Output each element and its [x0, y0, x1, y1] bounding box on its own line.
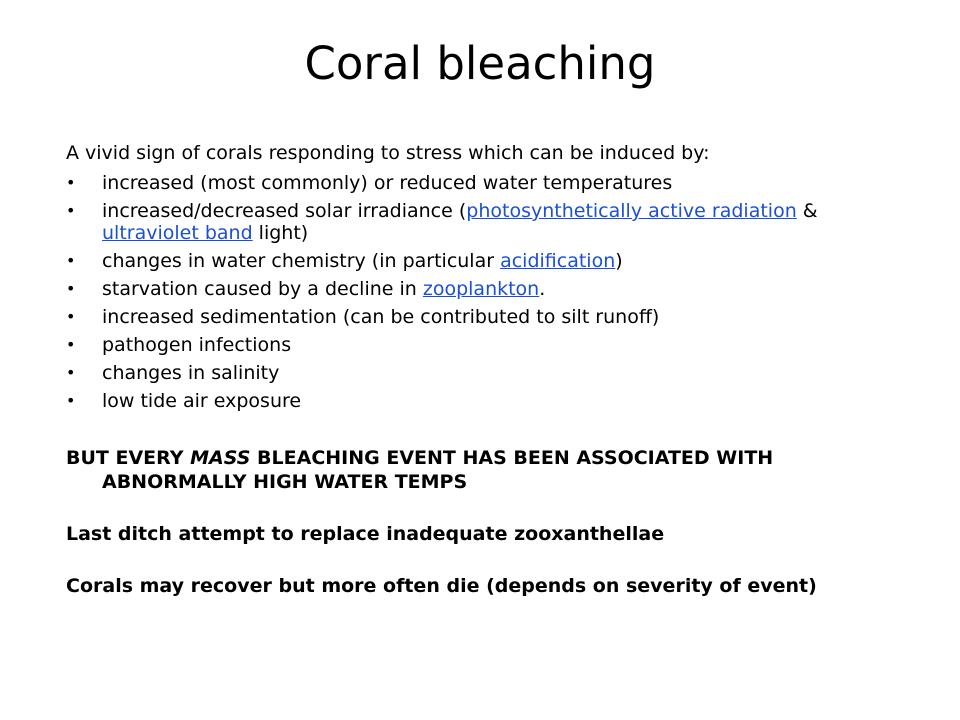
bullet-icon: •: [66, 173, 76, 192]
list-item-text: changes in water chemistry (in particular: [102, 250, 501, 272]
list-item-text: light): [252, 222, 309, 244]
zooxanthellae-statement: Last ditch attempt to replace inadequate zooxanthellae: [66, 523, 665, 545]
list-item: [66, 362, 906, 384]
list-item: [66, 334, 906, 356]
bullet-icon: •: [66, 251, 76, 270]
statement-emphasis: MASS: [190, 447, 251, 469]
bullet-icon: •: [66, 391, 76, 410]
intro-text: A vivid sign of corals responding to stress which can be induced by:: [66, 142, 710, 164]
bullet-icon: •: [66, 307, 76, 326]
slide-body: [66, 140, 906, 598]
list-item: [66, 172, 906, 194]
list-item: [66, 306, 906, 328]
list-item-text: &: [796, 200, 818, 222]
mass-bleaching-statement: [66, 446, 906, 494]
acidification-link[interactable]: acidification: [500, 250, 616, 272]
cause-list: [66, 172, 906, 412]
bullet-icon: •: [66, 201, 76, 220]
bullet-icon: •: [66, 335, 76, 354]
statement-text: BLEACHING EVENT HAS BEEN ASSOCIATED WITH ABNORMALLY HIGH WATER TEMPS: [102, 447, 774, 493]
recovery-statement: Corals may recover but more often die (depends on severity of event): [66, 575, 817, 597]
list-item-text: pathogen infections: [102, 334, 292, 356]
photosynthetically-active-radiation-link[interactable]: photosynthetically active radiation: [466, 200, 797, 222]
list-item-text: increased (most commonly) or reduced water temperatures: [102, 172, 673, 194]
list-item: [66, 278, 906, 300]
zooplankton-link[interactable]: zooplankton: [422, 278, 540, 300]
list-item-text: starvation caused by a decline in: [102, 278, 423, 300]
ultraviolet-band-link[interactable]: ultraviolet band: [102, 222, 253, 244]
bullet-icon: •: [66, 279, 76, 298]
statement-text: BUT EVERY: [66, 447, 191, 469]
bullet-icon: •: [66, 363, 76, 382]
list-item: [66, 200, 906, 244]
list-item-text: .: [539, 278, 546, 300]
list-item: [66, 390, 906, 412]
list-item-text: ): [615, 250, 623, 272]
list-item-text: increased sedimentation (can be contributed to silt runoff): [102, 306, 660, 328]
list-item-text: increased/decreased solar irradiance (: [102, 200, 467, 222]
list-item-text: low tide air exposure: [102, 390, 302, 412]
list-item-text: changes in salinity: [102, 362, 280, 384]
list-item: [66, 250, 906, 272]
slide-title: Coral bleaching: [304, 37, 656, 90]
